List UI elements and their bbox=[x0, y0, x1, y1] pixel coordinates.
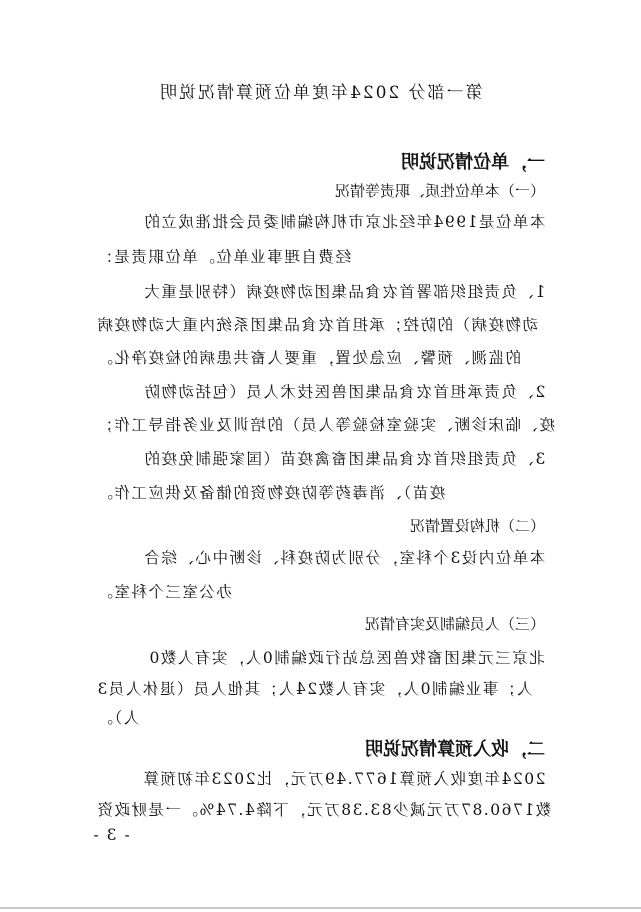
paragraph-line: 2024年度收入预算1677.49万元，比2023年初预算 bbox=[141, 770, 545, 788]
paragraph-line: 疫、临床诊断、实验室检验等人员）的培训及业务指导工作； bbox=[96, 416, 556, 434]
paragraph-line: 人）。 bbox=[96, 709, 140, 727]
paragraph-line: 本单位是1994年经北京市机构编制委员会批准成立的 bbox=[142, 213, 545, 231]
section2-heading: 二，收入预算情况说明 bbox=[365, 739, 545, 760]
paragraph-line: 2、负责承担首农食品集团兽医技术人员（包括动物防 bbox=[142, 383, 545, 401]
paragraph-line: 本单位内设3个科室，分别为防疫科、诊断中心、综合 bbox=[142, 549, 545, 567]
page-number: - 3 - bbox=[92, 826, 130, 844]
paragraph-line: 数1760.87万元减少83.38万元，下降4.74%。一是财政资 bbox=[96, 801, 552, 819]
paragraph-line: 办公室三个科室。 bbox=[96, 583, 233, 601]
section1-heading: 一，单位情况说明 bbox=[401, 152, 545, 173]
document-title bbox=[0, 78, 641, 103]
paragraph-line: 动物疫病）的防控；承担首农食品集团系统内重大动物疫病 bbox=[96, 316, 539, 334]
paragraph-line: 北京三元集团畜牧兽医总站行政编制0人，实有人数0 bbox=[148, 649, 545, 667]
document-title-text: 第一部分 2024年度单位预算情况说明 bbox=[158, 83, 483, 103]
page-bottom-rule bbox=[0, 907, 641, 909]
paragraph-line: 经费自理事业单位。单位职责是： bbox=[96, 248, 352, 266]
section1-sub1-heading: （一）本单位性质、职责等情况 bbox=[334, 182, 545, 200]
section1-sub3-heading: （三）人员编制及实有情况 bbox=[364, 615, 545, 633]
paragraph-line: 疫苗）、消毒药等防疫物资的储备及供应工作。 bbox=[96, 484, 446, 502]
paragraph-line: 人；事业编制0人，实有人数24人；其他人员（退休人员3 bbox=[96, 680, 533, 698]
paragraph-line: 3、负责组织首农食品集团畜禽疫苗（国家强制免疫的 bbox=[142, 450, 545, 468]
section1-sub2-heading: （二）机构设置情况 bbox=[409, 517, 545, 535]
paragraph-line: 的监测、预警、应急处置，重要人畜共患病的检疫净化。 bbox=[96, 349, 522, 367]
paragraph-line: 1、负责组织部署首农食品集团动物疫病（特别是重大 bbox=[142, 283, 545, 301]
